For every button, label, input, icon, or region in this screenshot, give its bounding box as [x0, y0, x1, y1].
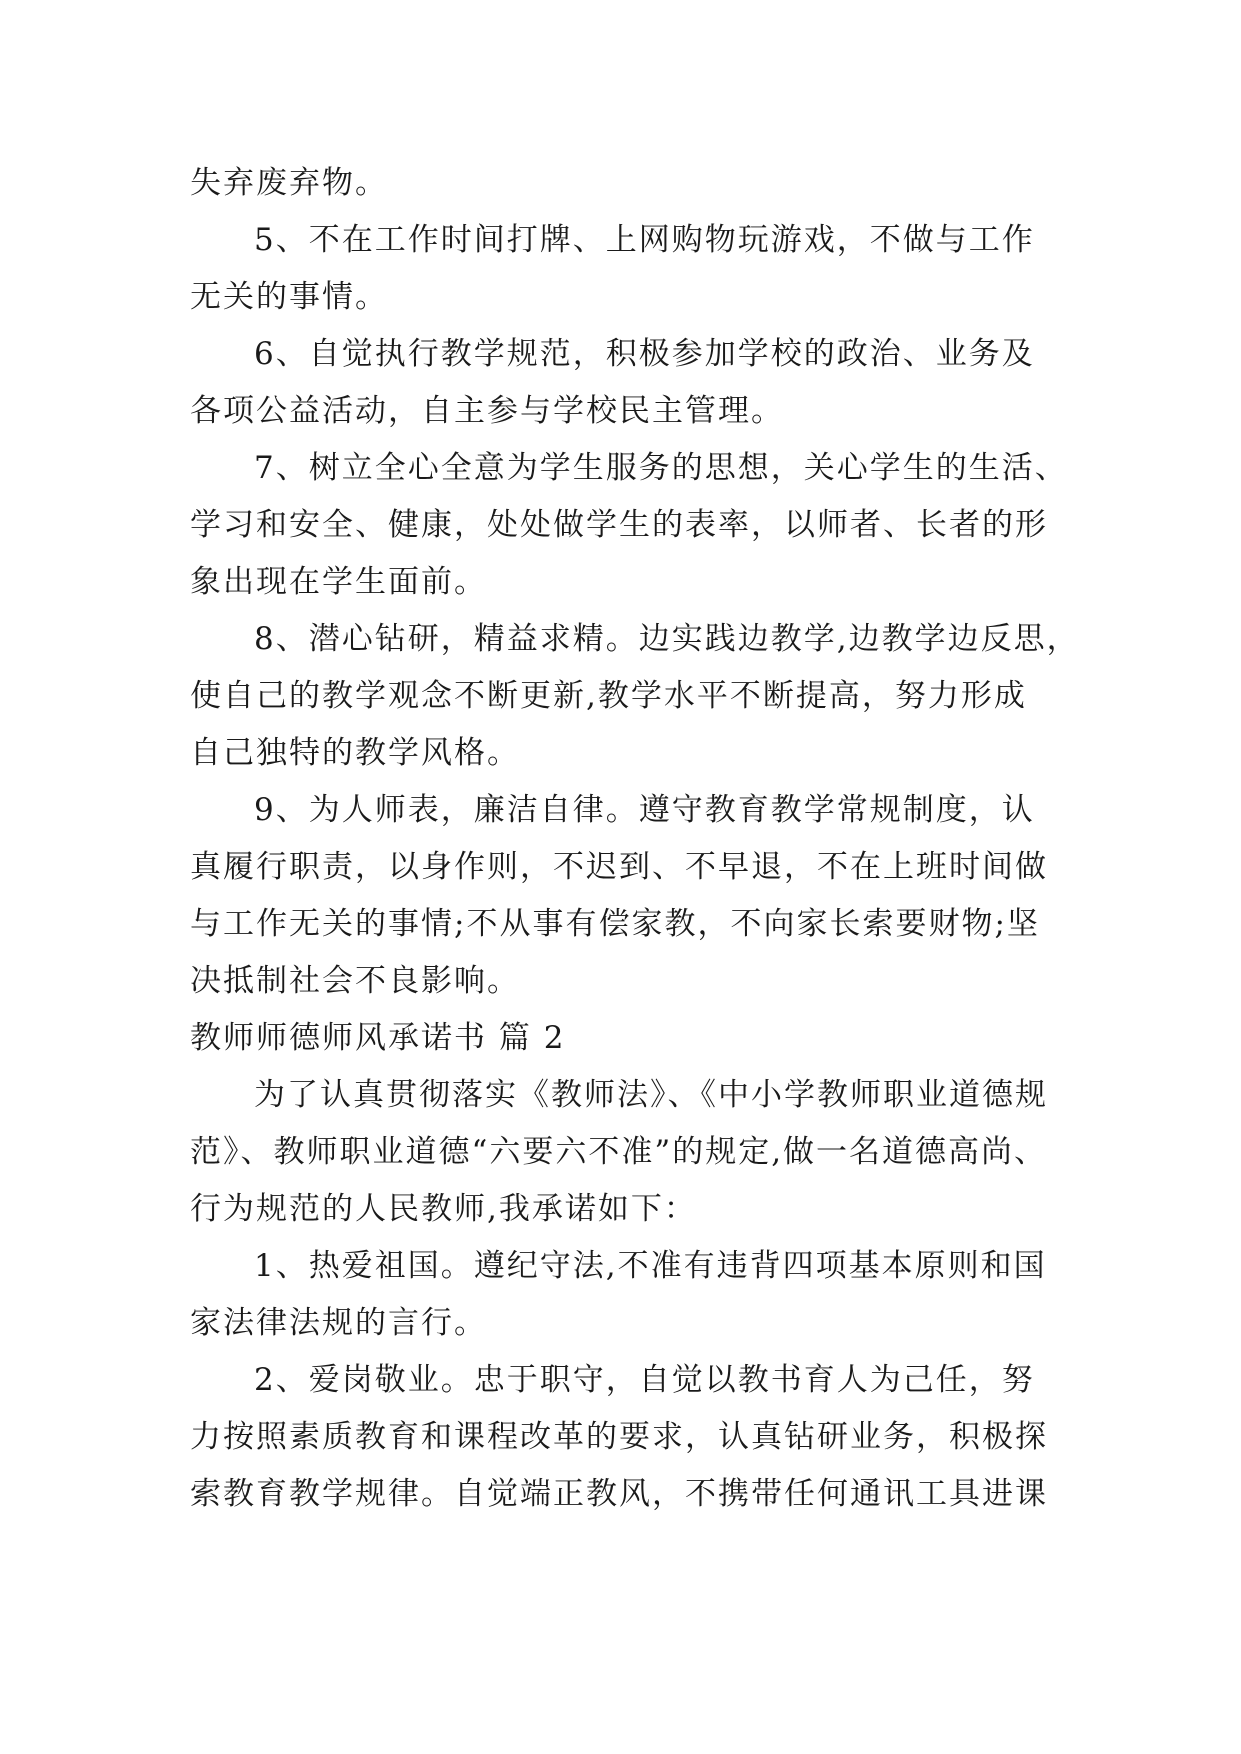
text-line-23: 力按照素质教育和课程改革的要求，认真钻研业务，积极探	[190, 1419, 1048, 1455]
text-line-24: 索教育教学规律。自觉端正教风，不携带任何通讯工具进课	[190, 1476, 1048, 1512]
text-line-18: 范》、教师职业道德“六要六不准”的规定,做一名道德高尚、	[190, 1134, 1048, 1170]
text-line-9: 8、潜心钻研，精益求精。边实践边教学,边教学边反思，	[254, 621, 1080, 657]
text-line-3: 无关的事情。	[190, 279, 388, 315]
text-line-5: 各项公益活动，自主参与学校民主管理。	[190, 393, 784, 429]
text-line-17: 为了认真贯彻落实《教师法》、《中小学教师职业道德规	[254, 1077, 1048, 1113]
text-line-6: 7、树立全心全意为学生服务的思想，关心学生的生活、	[254, 450, 1068, 486]
text-line-7: 学习和安全、健康，处处做学生的表率，以师者、长者的形	[190, 507, 1048, 543]
text-line-20: 1、热爱祖国。遵纪守法,不准有违背四项基本原则和国	[254, 1248, 1047, 1284]
text-line-10: 使自己的教学观念不断更新,教学水平不断提高，努力形成	[190, 678, 1027, 714]
text-line-14: 与工作无关的事情;不从事有偿家教，不向家长索要财物;坚	[190, 906, 1040, 942]
text-line-12: 9、为人师表，廉洁自律。遵守教育教学常规制度，认	[254, 792, 1035, 828]
text-line-13: 真履行职责，以身作则，不迟到、不早退，不在上班时间做	[190, 849, 1048, 885]
text-line-15: 决抵制社会不良影响。	[190, 963, 520, 999]
text-line-2: 5、不在工作时间打牌、上网购物玩游戏，不做与工作	[254, 222, 1035, 258]
text-line-22: 2、爱岗敬业。忠于职守，自觉以教书育人为己任，努	[254, 1362, 1035, 1398]
document-body	[190, 155, 1080, 1523]
text-line-19: 行为规范的人民教师,我承诺如下：	[190, 1191, 697, 1227]
text-line-11: 自己独特的教学风格。	[190, 735, 520, 771]
text-line-21: 家法律法规的言行。	[190, 1305, 487, 1341]
section-heading: 教师师德师风承诺书 篇 2	[190, 1020, 566, 1056]
text-line-8: 象出现在学生面前。	[190, 564, 487, 600]
text-line-4: 6、自觉执行教学规范，积极参加学校的政治、业务及	[254, 336, 1035, 372]
text-line-1: 失弃废弃物。	[190, 165, 388, 201]
